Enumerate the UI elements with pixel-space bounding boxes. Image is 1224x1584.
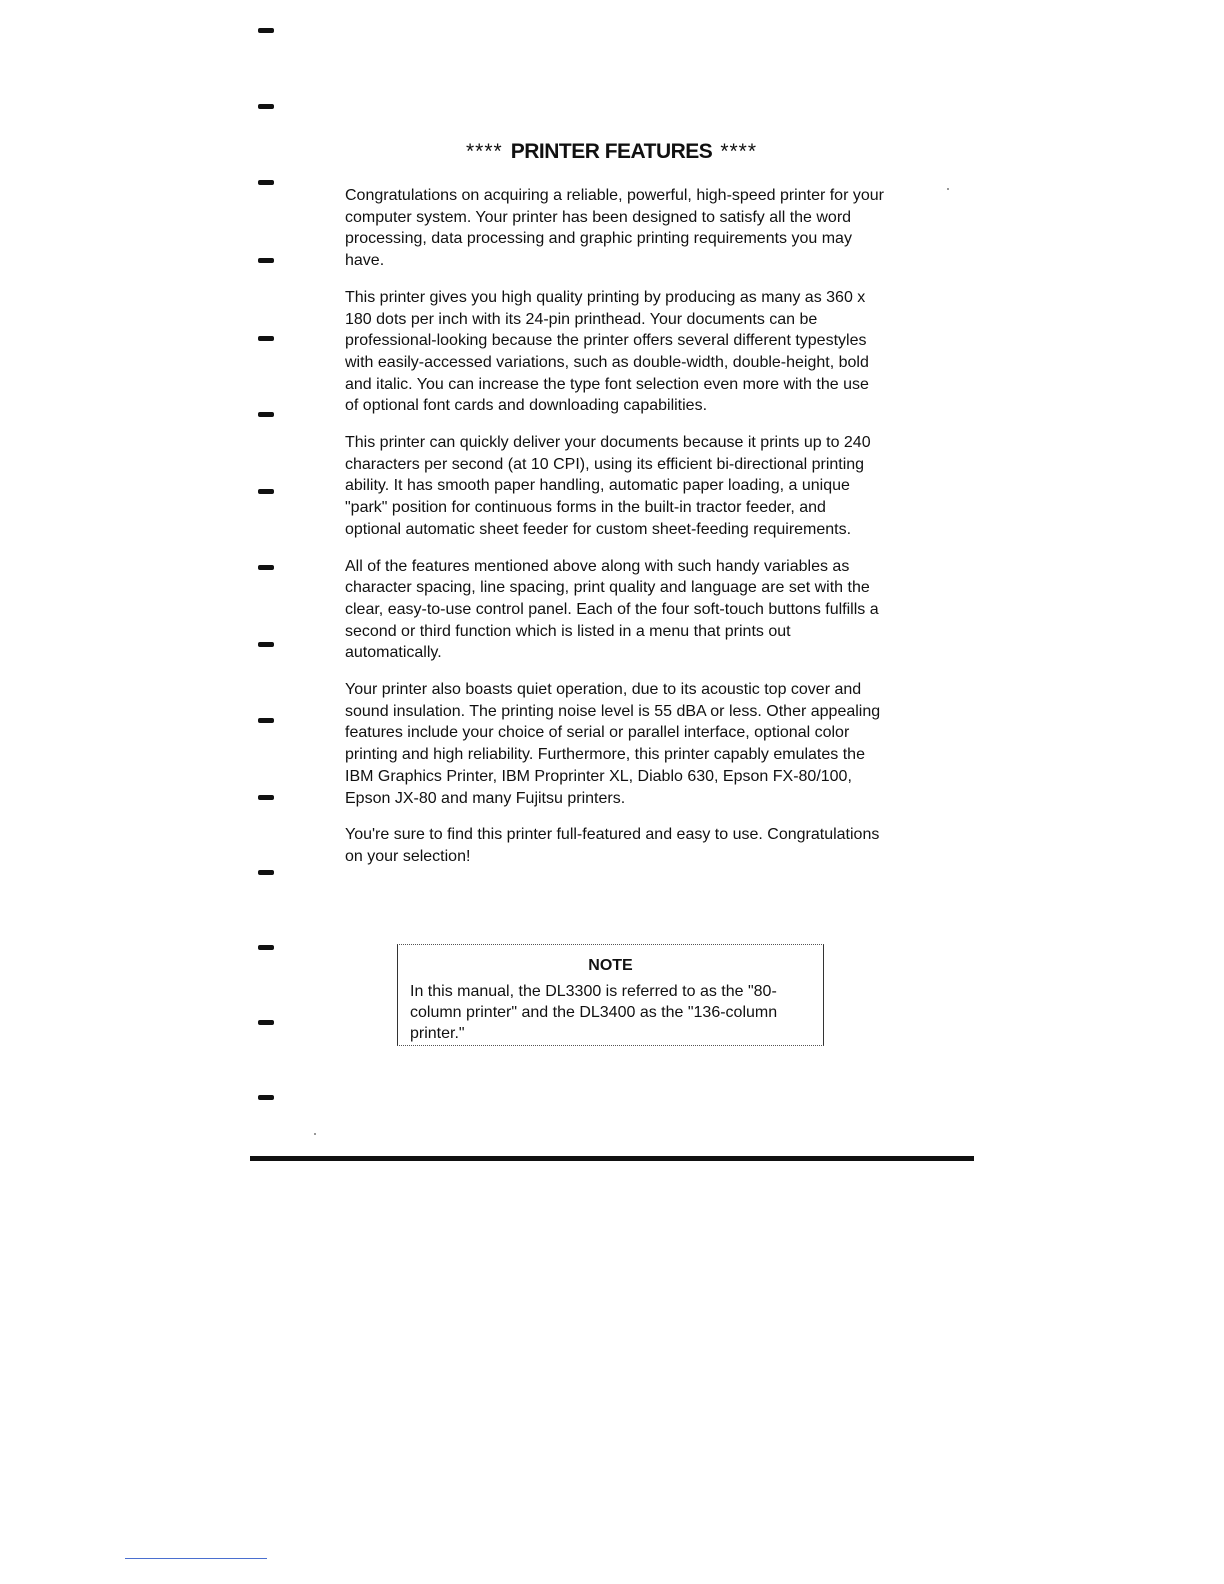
paragraph: Your printer also boasts quiet operation, due to its acoustic top cover and sound insulation. The printing noise level is 55 dBA or less. Other appealing features include your choice of serial or parallel interface, optional color printing and high reliability. Furthermore, this printer capably emulates the IBM Graphics Printer, IBM Proprinter XL, Diablo 630, Epson FX-80/100, Epson JX-80 and many Fujitsu printers. [345,681,881,807]
body-text [345,185,885,883]
binding-mark [258,258,274,263]
scan-speck [947,188,949,190]
binding-mark [258,870,274,875]
scan-speck [314,1133,316,1135]
binding-mark [258,180,274,185]
title-text: PRINTER FEATURES [510,140,713,163]
page-bottom-rule [250,1156,974,1161]
title-stars-left: **** [465,140,503,163]
note-box [397,944,824,1046]
binding-mark [258,945,274,950]
title-stars-right: **** [720,140,758,163]
paragraph: This printer can quickly deliver your documents because it prints up to 240 characters per second (at 10 CPI), using its efficient bi-directional printing ability. It has smooth paper handling, automatic paper loading, a unique "park" position for continuous forms in the built-in tractor feeder, and optional automatic sheet feeder for custom sheet-feeding requirements. [345,434,871,538]
note-heading: NOTE [588,957,633,974]
page-title [345,139,878,165]
note-text: In this manual, the DL3300 is referred to as the "80-column printer" and the DL3400 as the "136-column printer." [410,983,778,1042]
paragraph: All of the features mentioned above along with such handy variables as character spacing, line spacing, print quality and language are set with the clear, easy-to-use control panel. Each of the four soft-touch buttons fulfills a second or third function which is listed in a menu that prints out automatically. [345,557,879,662]
binding-mark [258,489,274,494]
paragraph: This printer gives you high quality printing by producing as many as 360 x 180 dots per inch with its 24-pin printhead. Your documents can be professional-looking because the printer offers several different typestyles with easily-accessed variations, such as double-width, double-height, bold and italic. You can increase the type font selection even more with the use of optional font cards and downloading capabilities. [345,288,869,415]
binding-mark [258,718,274,723]
binding-mark [258,28,274,33]
footer-line [125,1558,267,1559]
binding-mark [258,104,274,109]
binding-mark [258,412,274,417]
paragraph: You're sure to find this printer full-featured and easy to use. Congratulations on your selection! [345,826,880,865]
binding-mark [258,1020,274,1025]
binding-mark [258,642,274,647]
paragraph: Congratulations on acquiring a reliable, powerful, high-speed printer for your computer system. Your printer has been designed to satisfy all the word processing, data processing and graphic printing requirements you may have. [345,187,884,270]
binding-mark [258,1095,274,1100]
binding-mark [258,795,274,800]
binding-mark [258,565,274,570]
binding-mark [258,336,274,341]
